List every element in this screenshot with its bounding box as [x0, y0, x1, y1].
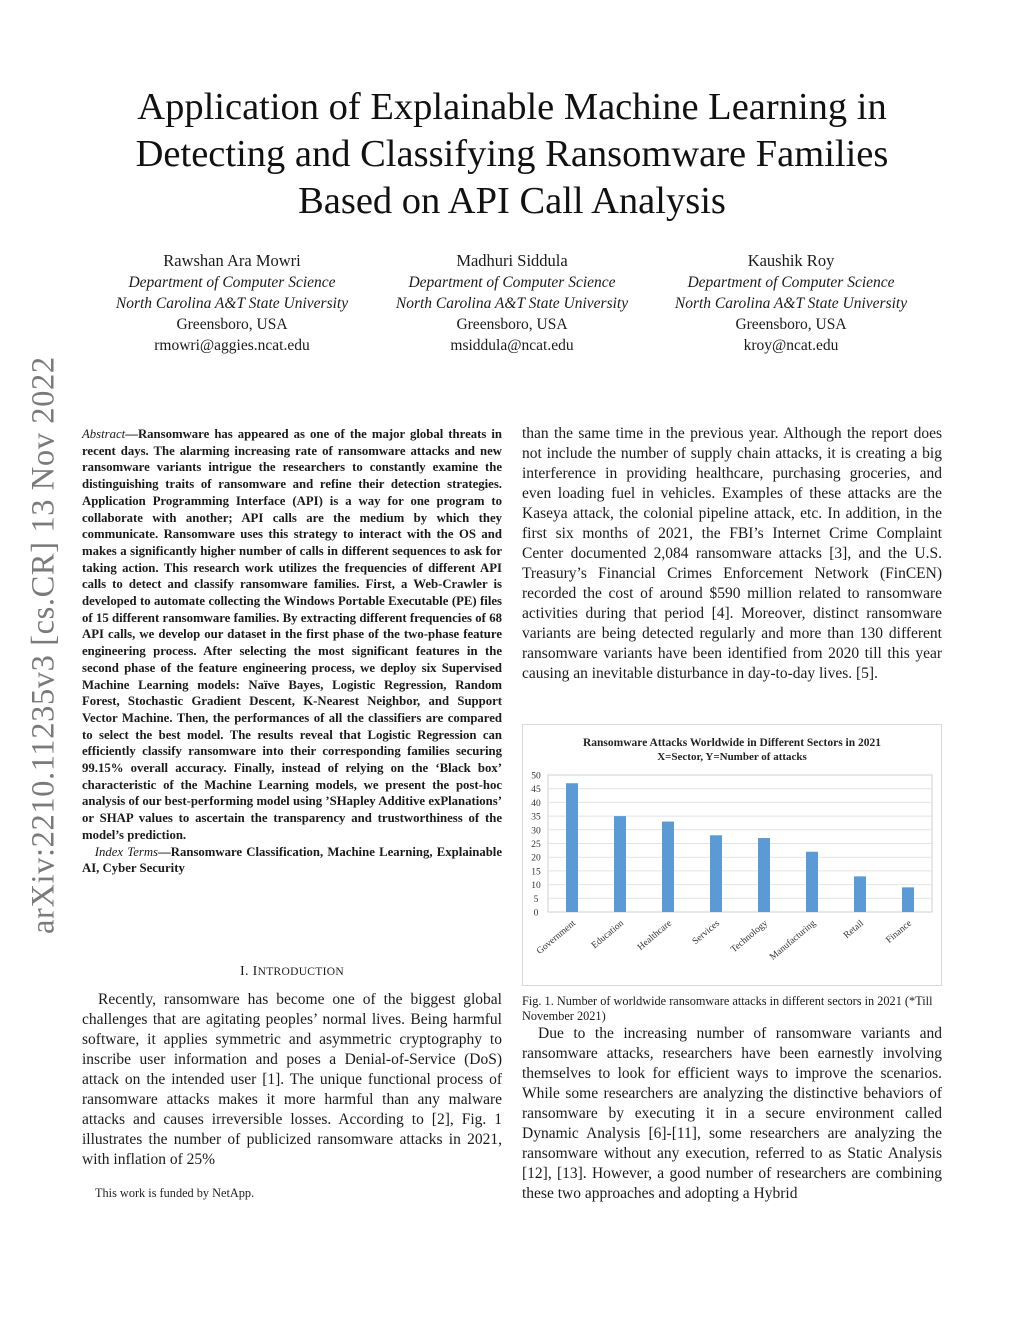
abstract-body: [82, 426, 502, 844]
abstract-text: —Ransomware has appeared as one of the major global threats in recent days. The alarming increasing rate of ransomware attacks and new ransomware variants intrigue the researchers to constantly examine the distinguishing traits of ransomware and refine their detection strategies. Application Programming Interface (API) is a way for one program to collaborate with another; API calls are the medium by which they communicate. Ransomware uses this strategy to interact with the OS and makes a significantly higher number of calls in different sequences to ask for taking action. This research work utilizes the frequencies of different API calls to detect and classify ransomware families. First, a Web-Crawler is developed to automate collecting the Windows Portable Executable (PE) files of 15 different ransomware families. By extracting different frequencies of 68 API calls, we develop our dataset in the first phase of the two-phase feature engineering process. After selecting the most significant features in the second phase of the feature engineering process, we deploy six Supervised Machine Learning models: Naïve Bayes, Logistic Regression, Random Forest, Stochastic Gradient Descent, K-Nearest Neighbor, and Support Vector Machine. Then, the performances of all the classifiers are compared to select the best model. The results reveal that Logistic Regression can efficiently classify ransomware into their corresponding families securing 99.15% overall accuracy. Finally, instead of relying on the ‘Black box’ characteristic of the Machine Learning models, we present the post-hoc analysis of our best-performing model using ’SHapley Additive exPlanations’ or SHAP values to ascertain the transparency and trustworthiness of the model’s prediction.: [82, 427, 502, 842]
bar-retail: [854, 876, 866, 912]
author-email: rmowri@aggies.ncat.edu: [154, 337, 310, 354]
y-tick-label: 35: [531, 812, 541, 823]
author-name: Rawshan Ara Mowri: [163, 251, 301, 270]
title-line: Application of Explainable Machine Learning in: [137, 86, 887, 128]
title-line: Based on API Call Analysis: [298, 180, 726, 222]
author-email: msiddula@ncat.edu: [450, 337, 574, 354]
x-tick-label: Technology: [729, 918, 770, 956]
bar-manufacturing: [806, 852, 818, 912]
chart-subtitle: X=Sector, Y=Number of attacks: [657, 751, 807, 763]
figure-caption: Fig. 1. Number of worldwide ransomware attacks in different sectors in 2021 (*Till November 2021): [522, 994, 933, 1023]
title-line: Detecting and Classifying Ransomware Families: [135, 133, 889, 175]
author-name: Kaushik Roy: [747, 251, 835, 270]
y-tick-label: 5: [533, 894, 539, 905]
author-university: North Carolina A&T State University: [115, 295, 349, 312]
y-tick-label: 25: [531, 840, 541, 850]
x-tick-label: Services: [690, 918, 722, 947]
author-dept: Department of Computer Science: [408, 274, 616, 291]
y-tick-label: 10: [531, 881, 541, 892]
x-tick-label: Manufacturing: [768, 918, 818, 963]
y-tick-label: 15: [531, 867, 541, 878]
x-tick-label: Healthcare: [635, 918, 674, 953]
abstract: [82, 426, 502, 877]
bar-healthcare: [662, 822, 674, 912]
bar-services: [710, 835, 722, 912]
author-block-2: [372, 250, 652, 356]
bar-government: [566, 783, 578, 912]
bar-chart: [522, 724, 942, 986]
paragraph: than the same time in the previous year. Although the report does not include the number of supply chain attacks, it is creating a big interference in providing healthcare, purchasing groceries, and even loading fuel in vehicles. Examples of these attacks are the Kaseya attack, the colonial pipeline attack, etc. In addition, in the first six months of 2021, the FBI’s Internet Crime Complaint Center documented 2,084 ransomware attacks [3], and the U.S. Treasury’s Financial Crimes Enforcement Network (FinCEN) recorded the cost of around $590 million related to ransomware activities during that period [4]. Moreover, distinct ransomware variants are being detected regularly and more than 130 different ransomware variants have been identified from 2020 till this year causing an inevitable disturbance in day-to-day lives. [5].: [522, 425, 942, 682]
funding-footnote: This work is funded by NetApp.: [95, 1186, 255, 1200]
index-terms-text: —Ransomware Classification, Machine Learning, Explainable AI, Cyber Security: [82, 844, 502, 876]
section-number: I.: [240, 964, 249, 979]
x-tick-label: Education: [589, 918, 626, 952]
paper-title: [90, 84, 934, 225]
bar-education: [614, 816, 626, 912]
introduction-text: [82, 990, 502, 1170]
author-city: Greensboro, USA: [735, 316, 847, 333]
abstract-label: Abstract: [82, 427, 126, 441]
author-university: North Carolina A&T State University: [395, 295, 629, 312]
y-tick-label: 30: [531, 826, 541, 837]
section-title-rest: NTRODUCTION: [257, 966, 344, 978]
author-email: kroy@ncat.edu: [743, 337, 839, 354]
y-tick-label: 50: [531, 771, 541, 782]
author-name: Madhuri Siddula: [456, 251, 568, 270]
y-tick-label: 40: [531, 798, 541, 809]
arxiv-identifier: arXiv:2210.11235v3 [cs.CR] 13 Nov 2022: [25, 356, 62, 934]
author-university: North Carolina A&T State University: [674, 295, 908, 312]
chart-title: Ransomware Attacks Worldwide in Different Sectors in 2021: [582, 737, 882, 749]
bar-finance: [902, 887, 914, 912]
y-tick-label: 45: [531, 785, 541, 796]
y-tick-label: 0: [533, 908, 539, 919]
right-column-top: [522, 424, 942, 684]
author-block-1: [92, 250, 372, 356]
figure-1: [522, 724, 942, 986]
paragraph: Due to the increasing number of ransomware variants and ransomware attacks, researchers have been earnestly involving themselves to look for efficient ways to improve the scenarios. While some researchers are analyzing the distinctive behaviors of ransomware by executing it in a secure environment called Dynamic Analysis [6]-[11], some researchers are analyzing the ransomware without any execution, referred to as Static Analysis [12], [13]. However, a good number of researchers are combining these two approaches and adopting a Hybrid: [522, 1025, 942, 1202]
bar-technology: [758, 838, 770, 912]
x-tick-label: Retail: [842, 918, 866, 941]
author-dept: Department of Computer Science: [128, 274, 336, 291]
index-terms: [82, 844, 502, 877]
author-block-3: [651, 250, 931, 356]
index-terms-label: Index Terms: [94, 844, 159, 859]
y-tick-label: 20: [531, 853, 541, 864]
section-heading: [82, 964, 502, 980]
right-column-bottom: [522, 1024, 942, 1204]
x-tick-label: Government: [535, 918, 578, 957]
intro-paragraph: Recently, ransomware has become one of the biggest global challenges that are agitating peoples’ normal lives. Being harmful software, it applies symmetric and asymmetric cryptography to inscribe user information and poses a Denial-of-Service (DoS) attack on the intended user [1]. The unique functional process of ransomware attacks makes it more harmful than any malware attacks and causes irreversible losses. According to [2], Fig. 1 illustrates the number of publicized ransomware attacks in 2021, with inflation of 25%: [82, 991, 502, 1168]
author-city: Greensboro, USA: [176, 316, 288, 333]
x-tick-label: Finance: [884, 918, 914, 946]
author-dept: Department of Computer Science: [687, 274, 895, 291]
author-city: Greensboro, USA: [456, 316, 568, 333]
section-title-initial: I: [252, 964, 258, 979]
